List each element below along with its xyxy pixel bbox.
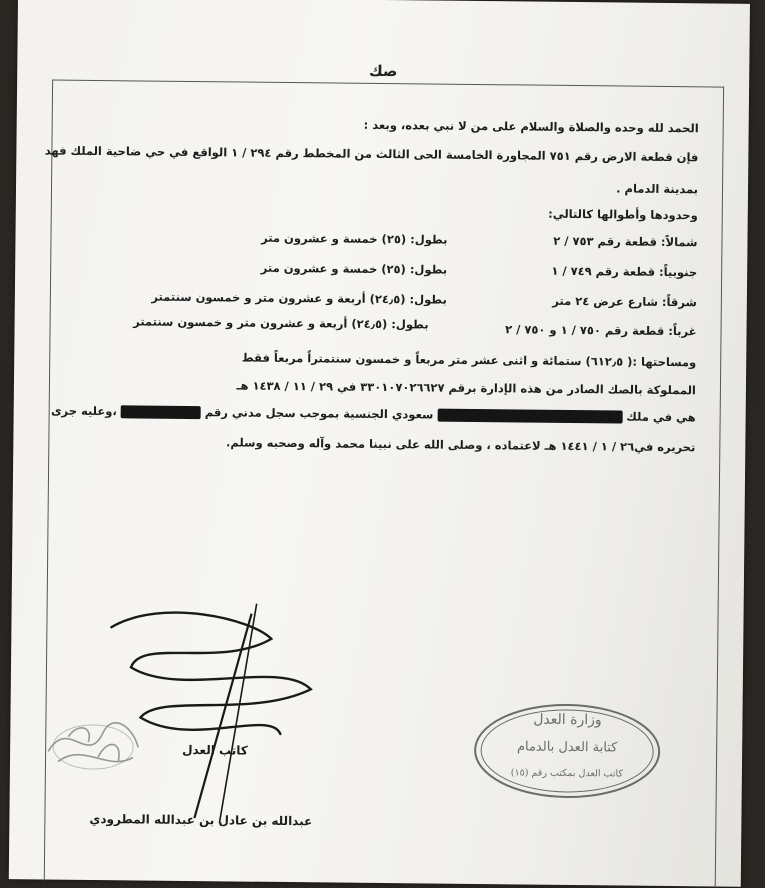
boundary-south-length: بطول: (٢٥) خمسة و عشرون متر [260,260,448,277]
stamp-notary-office: كاتب العدل بمكتب رقم (١٥) [510,767,624,780]
emblem-watermark [38,696,149,777]
boundary-west-direction: غرباً: قطعة رقم ٧٥٠ / ١ و ٧٥٠ / ٢ [505,322,697,339]
stamp-office: كتابة العدل بالدمام [516,739,618,756]
owner-suffix: ،وعليه جرى [50,403,117,419]
official-stamp [472,701,663,801]
closing-text: تحريره في٢٦ / ١ / ١٤٤١ هـ لاعتماده ، وصلى الله على نبينا محمد وآله وصحبه وسلم. [226,435,696,455]
notary-name: عبدالله بن عادل بن عبدالله المطرودي [89,811,313,829]
boundary-south-direction: جنوبياً: قطعة رقم ٧٤٩ / ١ [551,263,698,280]
previous-deed-text: المملوكة بالصك الصادر من هذه الإدارة برقم ٣٣٠١٠٧٠٢٦٦٢٧ في ٢٩ / ١١ / ١٤٣٨ هـ [236,378,697,398]
parcel-description: فإن قطعة الارض رقم ٧٥١ المجاورة الخامسة الحى الثالث من المخطط رقم ٢٩٤ / ١ الواقع في حي ضاحية الملك فهد [44,143,699,165]
boundary-east-direction: شرقاً: شارع عرض ٢٤ متر [552,293,697,310]
owner-prefix: هي في ملك [626,409,696,425]
document-title: صك [368,61,398,81]
boundaries-intro: وحدودها وأطوالها كالتالي: [548,206,698,223]
boundary-north-length: بطول: (٢٥) خمسة و عشرون متر [261,230,448,247]
area-text: ومساحتها :( ٦١٢٫٥) ستمائة و اثنى عشر متر مربعاً و خمسون سنتمتراً مربعاً فقط [241,350,697,370]
opening-text: الحمد لله وحده والصلاة والسلام على من لا نبي بعده، وبعد : [363,117,699,136]
boundary-west-length: بطول: (٢٤٫٥) أربعة و عشرون متر و خمسون سنتمتر [133,314,429,332]
parcel-city: بمدينة الدمام . [616,181,699,197]
boundary-east-length: بطول: (٢٤٫٥) أربعة و عشرون متر و خمسون سنتمتر [151,289,447,307]
document-paper [9,0,750,887]
redacted-id-number [121,405,201,419]
notary-title: كاتب العدل [182,742,248,758]
stamp-ministry: وزارة العدل [533,711,602,729]
boundary-north-direction: شمالاً: قطعة رقم ٧٥٣ / ٢ [553,233,698,250]
owner-nationality: سعودي الجنسية بموجب سجل مدني رقم [204,405,434,422]
redacted-owner-name [437,409,622,424]
